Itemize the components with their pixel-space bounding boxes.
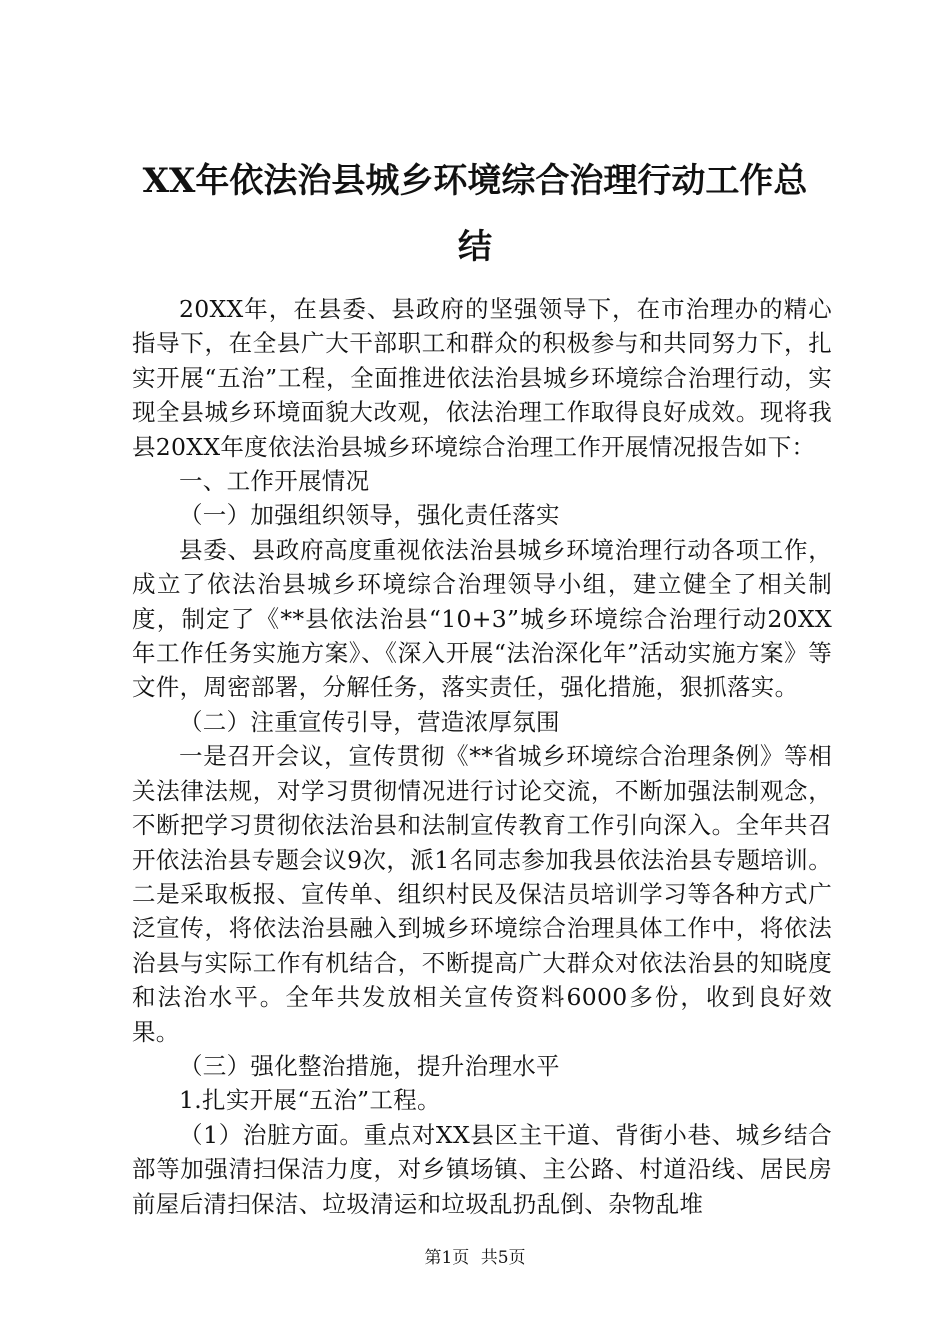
title-line-2: 结 bbox=[458, 227, 492, 267]
subsection-heading-1: （一）加强组织领导，强化责任落实 bbox=[179, 501, 560, 530]
paragraph-cleaning: （1）治脏方面。重点对XX县区主干道、背街小巷、城乡结合部等加强清扫保洁力度，对乡镇场镇、主公路、村道沿线、居民房前屋后清扫保洁、垃圾清运和垃圾乱扔乱倒、杂物乱堆 bbox=[132, 1120, 832, 1218]
item-heading-1: 1.扎实开展“五治”工程。 bbox=[179, 1086, 441, 1115]
document-title bbox=[120, 148, 830, 280]
section-heading-1: 一、工作开展情况 bbox=[179, 467, 370, 496]
page-footer: 第1页 共5页 bbox=[424, 1248, 526, 1268]
title-line-1: XX年依法治县城乡环境综合治理行动工作总 bbox=[142, 161, 808, 201]
subsection-heading-2: （二）注重宣传引导，营造浓厚氛围 bbox=[179, 707, 560, 736]
paragraph-organization: 县委、县政府高度重视依法治县城乡环境治理行动各项工作，成立了依法治县城乡环境综合治理领导小组，建立健全了相关制度，制定了《**县依法治县“10+3”城乡环境综合治理行动20XX年工作任务实施方案》、《深入开展“法治深化年”活动实施方案》等文件，周密部署，分解任务，落实责任，强化措施，狠抓落实。 bbox=[132, 535, 832, 702]
paragraph-publicity: 一是召开会议，宣传贯彻《**省城乡环境综合治理条例》等相关法律法规，对学习贯彻情况进行讨论交流，不断加强法制观念，不断把学习贯彻依法治县和法制宣传教育工作引向深入。全年共召开依法治县专题会议9次，派1名同志参加我县依法治县专题培训。二是采取板报、宣传单、组织村民及保洁员培训学习等各种方式广泛宣传，将依法治县融入到城乡环境综合治理具体工作中，将依法治县与实际工作有机结合，不断提高广大群众对依法治县的知晓度和法治水平。全年共发放相关宣传资料6000多份，收到良好效果。 bbox=[132, 742, 832, 1046]
paragraph-intro: 20XX年，在县委、县政府的坚强领导下，在市治理办的精心指导下，在全县广大干部职工和群众的积极参与和共同努力下，扎实开展“五治”工程，全面推进依法治县城乡环境综合治理行动，实现全县城乡环境面貌大改观，依法治理工作取得良好成效。现将我县20XX年度依法治县城乡环境综合治理工作开展情况报告如下： bbox=[132, 295, 832, 461]
subsection-heading-3: （三）强化整治措施，提升治理水平 bbox=[179, 1051, 560, 1080]
document-body bbox=[132, 292, 832, 1221]
